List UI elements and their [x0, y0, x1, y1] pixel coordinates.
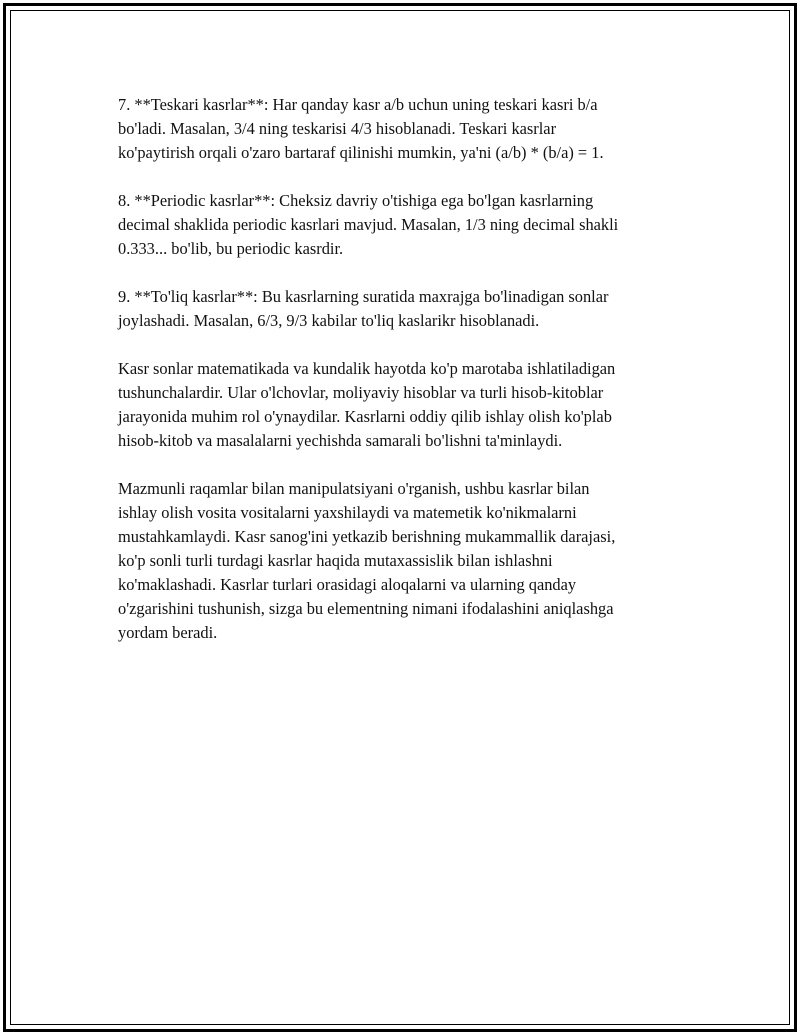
paragraph-toliq-kasrlar: 9. **To'liq kasrlar**: Bu kasrlarning suratida maxrajga bo'linadigan sonlar joylashadi. Masalan, 6/3, 9/3 kabilar to'liq kaslarikr hisoblanadi.	[118, 287, 609, 330]
paragraph-kasr-sonlar-summary: Kasr sonlar matematikada va kundalik hayotda ko'p marotaba ishlatiladigan tushunchalardir. Ular o'lchovlar, moliyaviy hisoblar va turli hisob-kitoblar jarayonida muhim rol o'ynaydilar. Kasrlarni oddiy qilib ishlay olish ko'plab hisob-kitob va masalalarni yechishda samarali bo'lishni ta'minlaydi.	[118, 359, 616, 450]
document-body	[118, 93, 698, 669]
paragraph-periodic-kasrlar: 8. **Periodic kasrlar**: Cheksiz davriy o'tishiga ega bo'lgan kasrlarning decimal shaklida periodic kasrlari mavjud. Masalan, 1/3 ning decimal shakli 0.333... bo'lib, bu periodic kasrdir.	[118, 191, 619, 258]
paragraph-teskari-kasrlar: 7. **Teskari kasrlar**: Har qanday kasr a/b uchun uning teskari kasri b/a bo'ladi. Masalan, 3/4 ning teskarisi 4/3 hisoblanadi. Teskari kasrlar ko'paytirish orqali o'zaro bartaraf qilinishi mumkin, ya'ni (a/b) * (b/a) = 1.	[118, 95, 604, 162]
paragraph-conclusion: Mazmunli raqamlar bilan manipulatsiyani o'rganish, ushbu kasrlar bilan ishlay olish vosita vositalarni yaxshilaydi va matemetik ko'nikmalarni mustahkamlaydi. Kasr sanog'ini yetkazib berishning mukammallik darajasi, ko'p sonli turli turdagi kasrlar haqida mutaxassislik bilan ishlashni ko'maklashadi. Kasrlar turlari orasidagi aloqalarni va ularning qanday o'zgarishini tushunish, sizga bu elementning nimani ifodalashini aniqlashga yordam beradi.	[118, 479, 616, 642]
